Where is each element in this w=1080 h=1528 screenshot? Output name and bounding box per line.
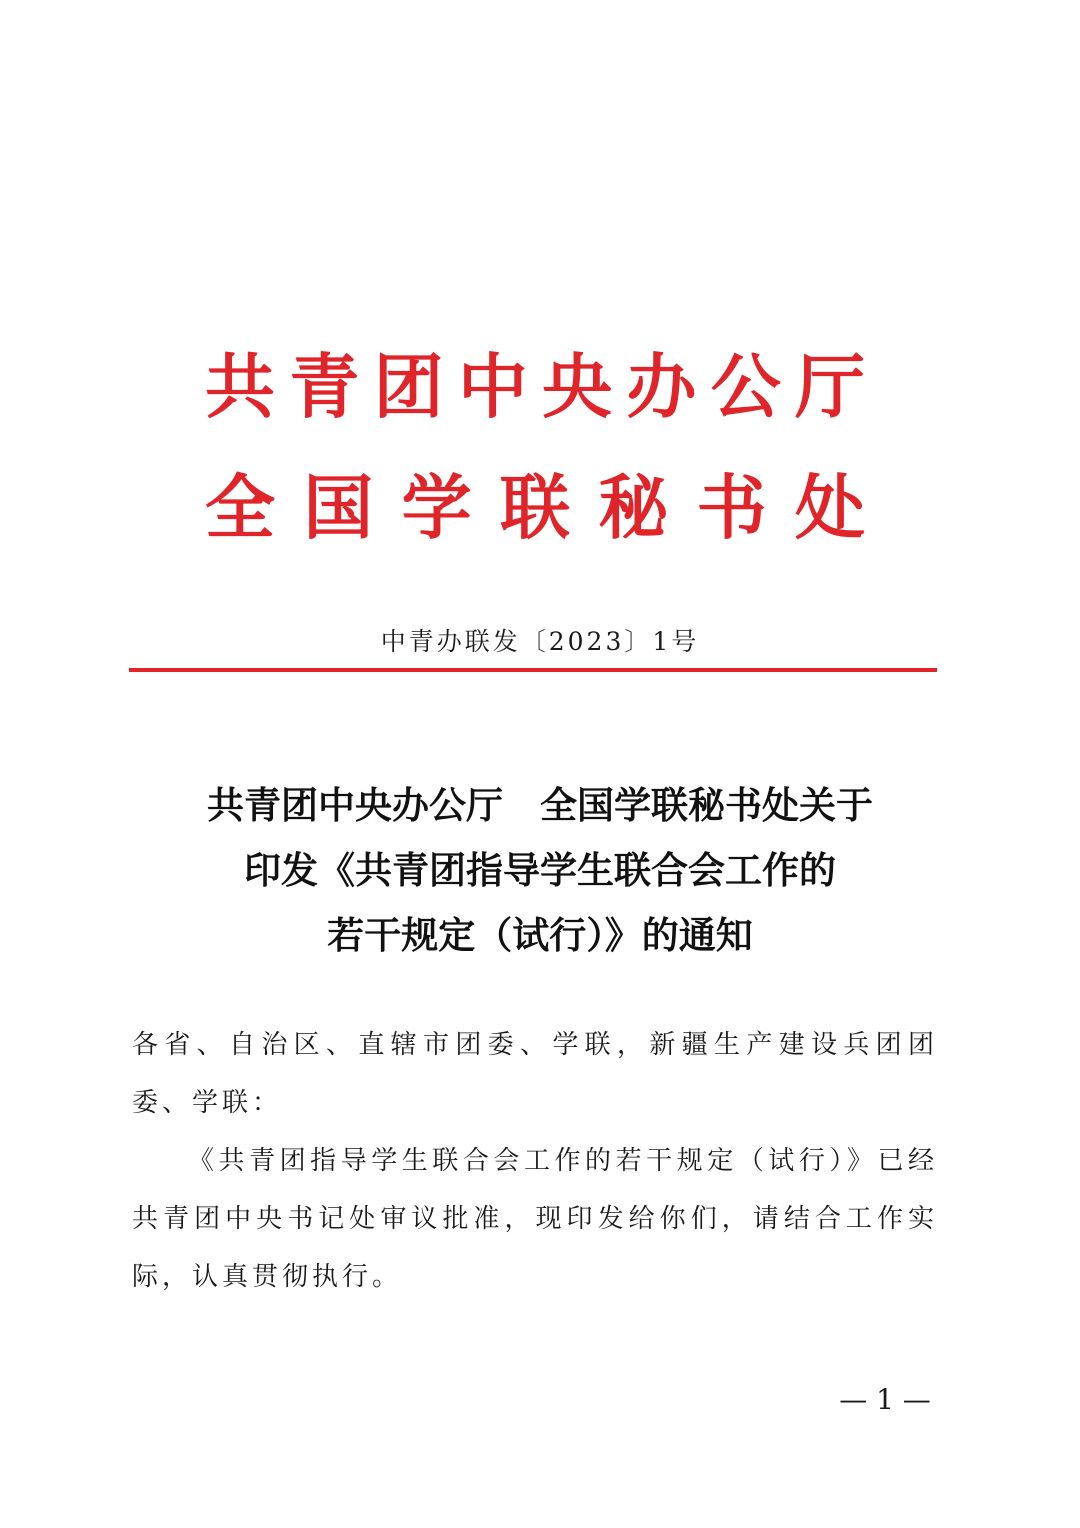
addressee: 各省、自治区、直辖市团委、学联，新疆生产建设兵团团委、学联： xyxy=(132,1030,938,1118)
page-number: — 1 — xyxy=(839,1383,931,1416)
body-paragraph: 《共青团指导学生联合会工作的若干规定（试行）》已经共青团中央书记处审议批准，现印发给你们，请结合工作实际，认真贯彻执行。 xyxy=(132,1146,938,1292)
document-title-line-1: 共青团中央办公厅 全国学联秘书处关于 xyxy=(207,783,873,827)
masthead-line-1: 共青团中央办公厅 xyxy=(205,345,865,428)
document-title-line-3: 若干规定（试行）》的通知 xyxy=(327,913,753,957)
red-divider-line xyxy=(129,668,937,672)
document-number: 中青办联发〔2023〕1号 xyxy=(380,627,700,656)
masthead-line-2: 全国学联秘书处 xyxy=(205,466,865,549)
document-title-line-2: 印发《共青团指导学生联合会工作的 xyxy=(244,848,836,892)
